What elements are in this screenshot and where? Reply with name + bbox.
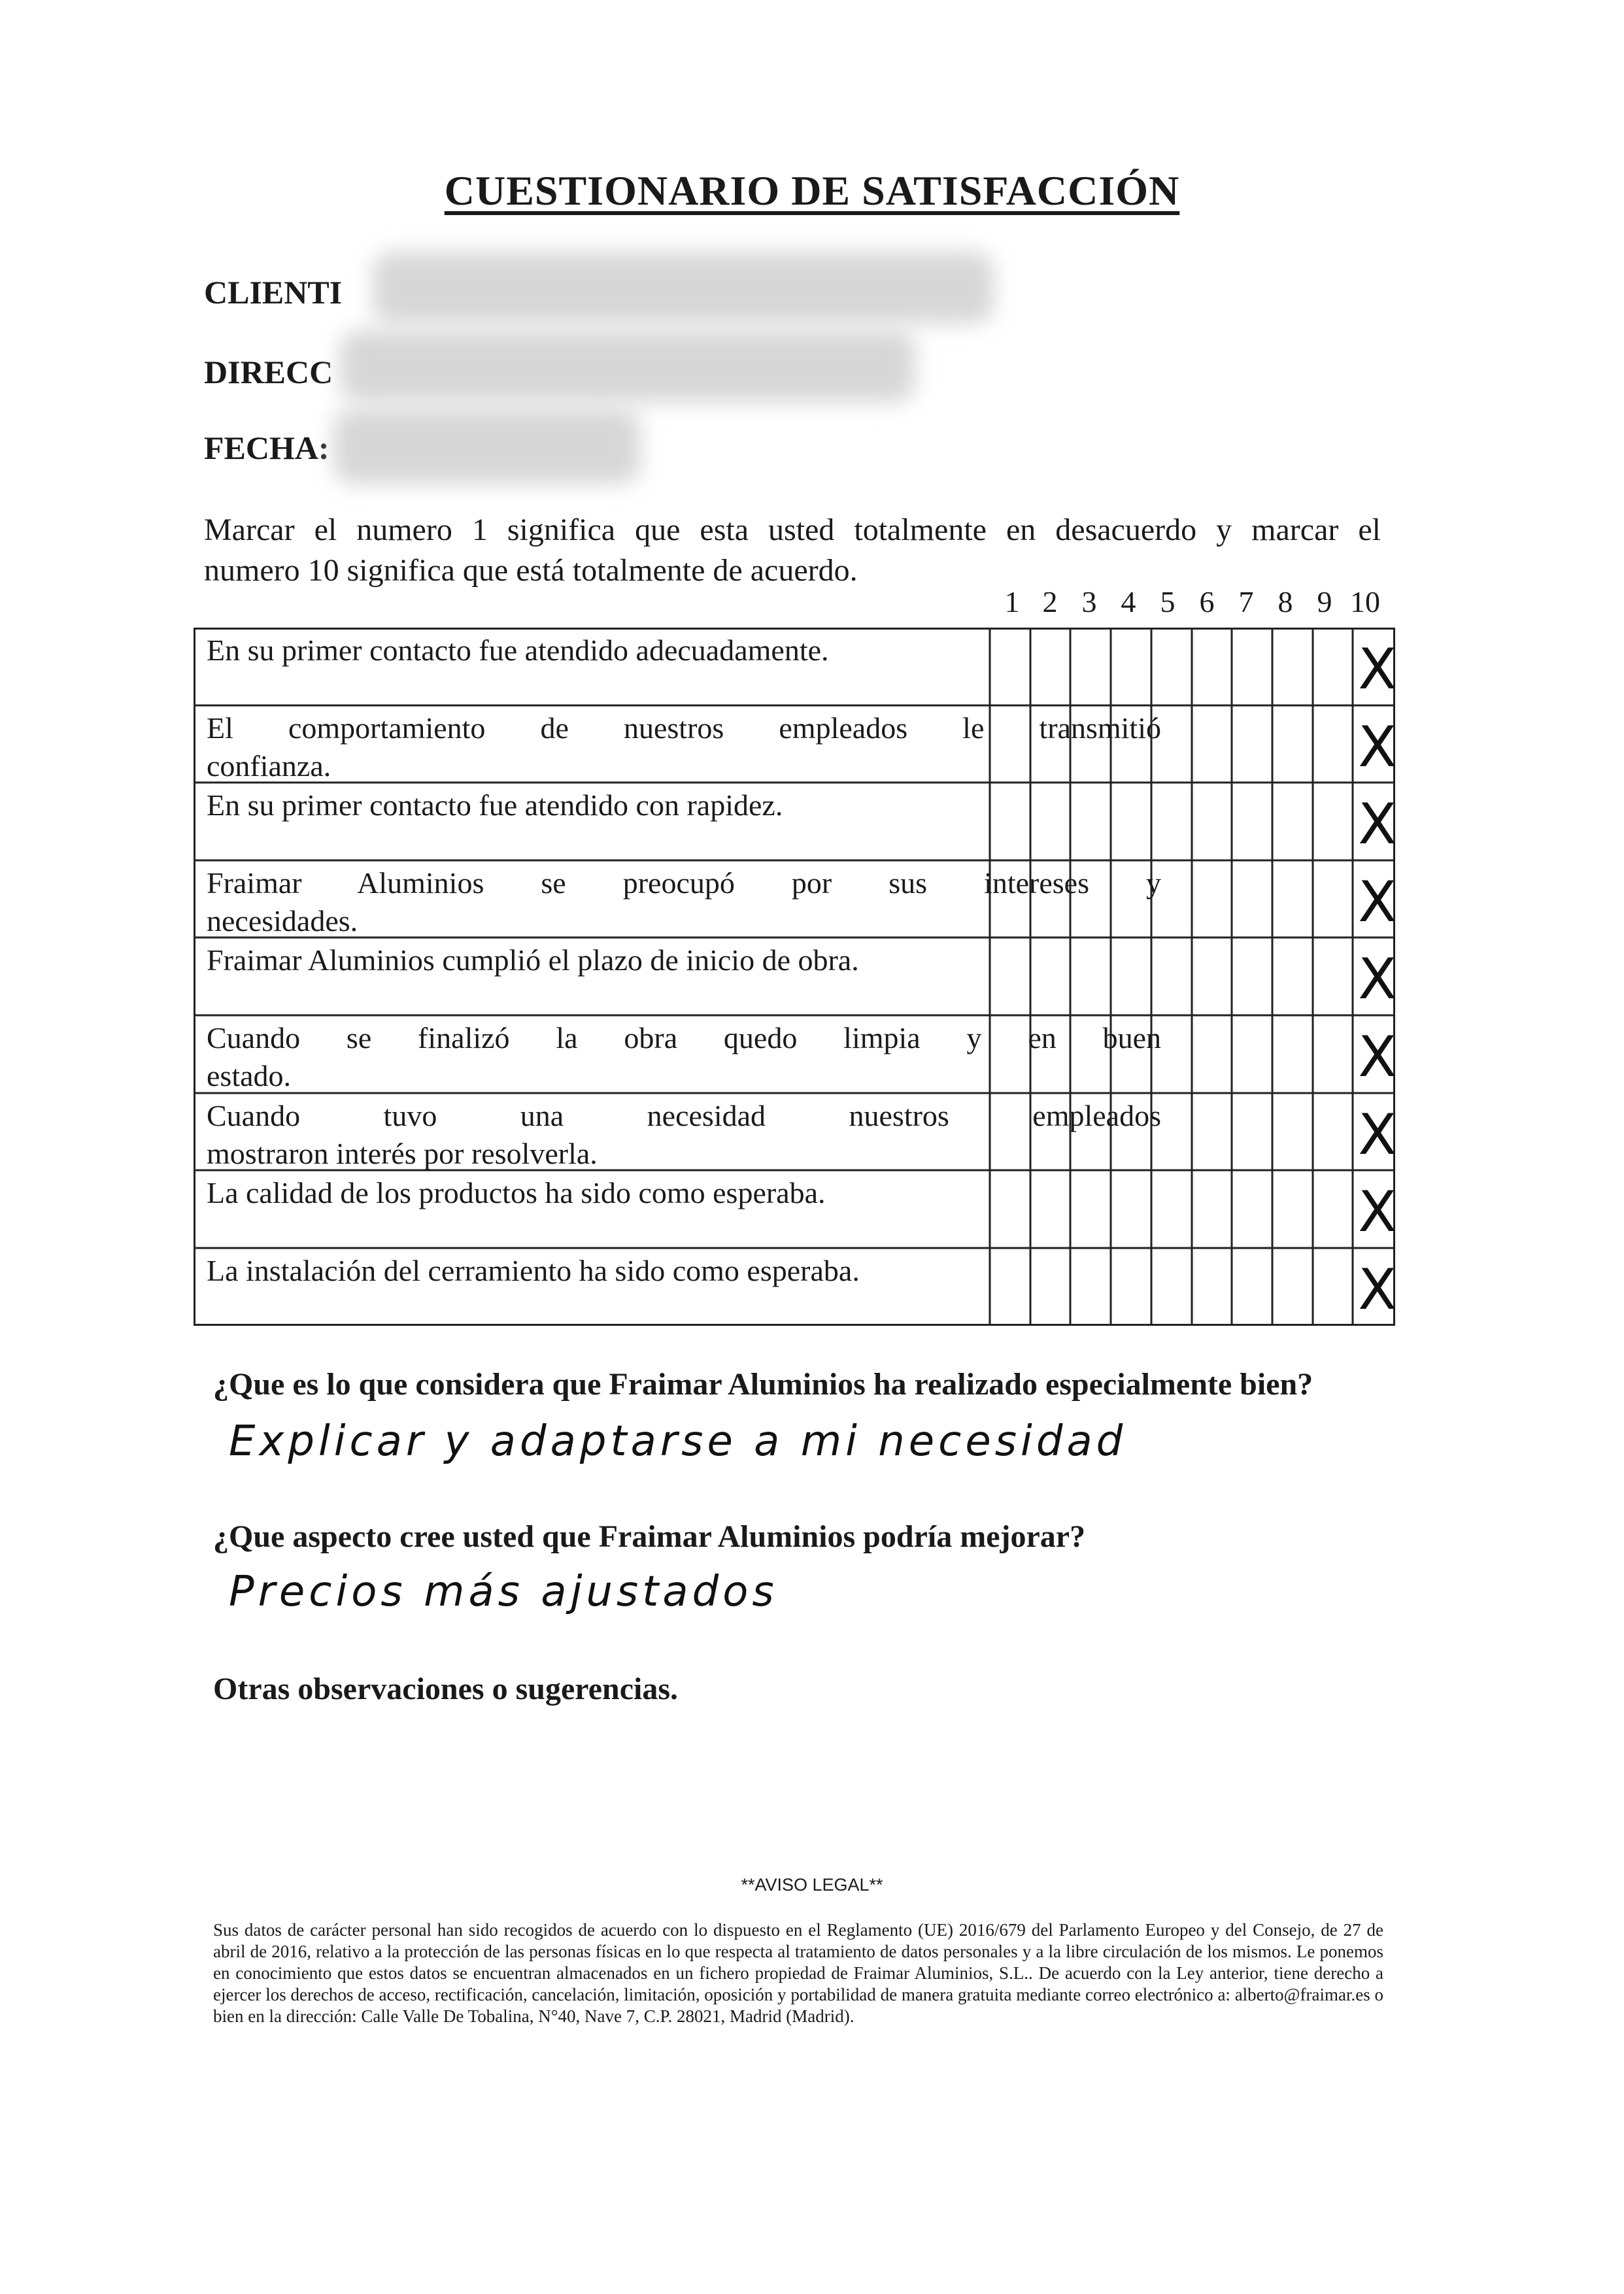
instructions [204,510,1381,591]
question-text [207,864,1161,940]
scale-number-10: 10 [1350,585,1380,618]
question-line: estado. [207,1059,292,1092]
question-line: En su primer contacto fue atendido con rapidez. [207,788,783,822]
scale-number-7: 7 [1238,585,1254,618]
q2-answer: Precios más ajustados [229,1568,778,1616]
page-title: CUESTIONARIO DE SATISFACCIÓN [444,167,1180,214]
question-text [207,941,1161,979]
cliente-label: CLIENTI [204,274,343,311]
question-line: mostraron interés por resolverla. [207,1136,598,1170]
question-line: Fraimar Aluminios se preocupó por sus intereses y [207,866,1161,900]
question-line: confianza. [207,749,331,783]
question-line: Cuando tuvo una necesidad nuestros empleados [207,1098,1161,1132]
scale-number-2: 2 [1042,585,1058,618]
checkbox-mark[interactable]: X [1358,1024,1397,1090]
question-line: necesidades. [207,903,358,937]
rating-scale-header [992,584,1395,626]
q1-answer: Explicar y adaptarse a mi necesidad [229,1417,1127,1466]
fecha-label: FECHA: [204,430,330,466]
direccion-label: DIRECC [204,354,333,390]
question-line: El comportamiento de nuestros empleados le transmitió [207,711,1161,745]
checkbox-mark[interactable]: X [1358,637,1397,702]
q3-heading: Otras observaciones o sugerencias. [213,1672,679,1706]
checkbox-mark[interactable]: X [1358,1102,1397,1168]
scale-number-4: 4 [1121,585,1136,618]
question-text [207,709,1161,785]
scale-number-5: 5 [1160,585,1176,618]
checkbox-mark[interactable]: X [1358,1179,1397,1245]
scale-number-8: 8 [1277,585,1293,618]
checkbox-mark[interactable]: X [1358,947,1397,1013]
scale-number-6: 6 [1199,585,1215,618]
question-line: La calidad de los productos ha sido como esperaba. [207,1176,826,1210]
questions-table [194,628,1395,1326]
checkbox-mark[interactable]: X [1358,714,1397,780]
question-text [207,632,1161,669]
question-text [207,1252,1161,1290]
question-text [207,1174,1161,1212]
question-line: La instalación del cerramiento ha sido como esperaba. [207,1253,860,1287]
legal-text: Sus datos de carácter personal han sido recogidos de acuerdo con lo dispuesto en el Reglamento (UE) 2016/679 del Parlamento Europeo y del Consejo, de 27 de abril de 2016, relativo a la protección de las personas físicas en lo que respecta al tratamiento de datos personales y a la libre circulación de los mismos. Le ponemos en conocimiento que estos datos se encuentran almacenados en un fichero propiedad de Fraimar Aluminios, S.L.. De acuerdo con la Ley anterior, tiene derecho a ejercer los derechos de acceso, rectificación, cancelación, limitación, oposición y portabilidad de manera gratuita mediante correo electrónico a: alberto@fraimar.es o bien en la dirección: Calle Valle De Tobalina, N°40, Nave 7, C.P. 28021, Madrid (Madrid). [213,1920,1383,2026]
question-line: En su primer contacto fue atendido adecuadamente. [207,633,829,667]
instructions-line-1: Marcar el numero 1 significa que esta usted totalmente en desacuerdo y marcar el [204,513,1381,547]
legal-title: **AVISO LEGAL** [741,1875,883,1895]
question-text [207,786,1161,824]
q2-heading: ¿Que aspecto cree usted que Fraimar Aluminios podría mejorar? [213,1519,1086,1554]
scale-number-9: 9 [1317,585,1332,618]
question-text [207,1097,1161,1173]
cliente-redacted-value [373,252,994,324]
instructions-line-2: numero 10 significa que está totalmente de acuerdo. [204,553,858,588]
direccion-redacted-value [340,330,915,402]
question-line: Fraimar Aluminios cumplió el plazo de inicio de obra. [207,943,859,977]
question-line: Cuando se finalizó la obra quedo limpia y en buen [207,1021,1161,1054]
checkbox-mark[interactable]: X [1358,869,1397,935]
question-text [207,1019,1161,1095]
scale-number-1: 1 [1004,585,1020,618]
checkbox-mark[interactable]: X [1358,1257,1397,1323]
scale-number-3: 3 [1081,585,1097,618]
fecha-redacted-value [333,409,641,484]
q1-heading: ¿Que es lo que considera que Fraimar Aluminios ha realizado especialmente bien? [213,1367,1313,1402]
checkbox-mark[interactable]: X [1358,792,1397,858]
